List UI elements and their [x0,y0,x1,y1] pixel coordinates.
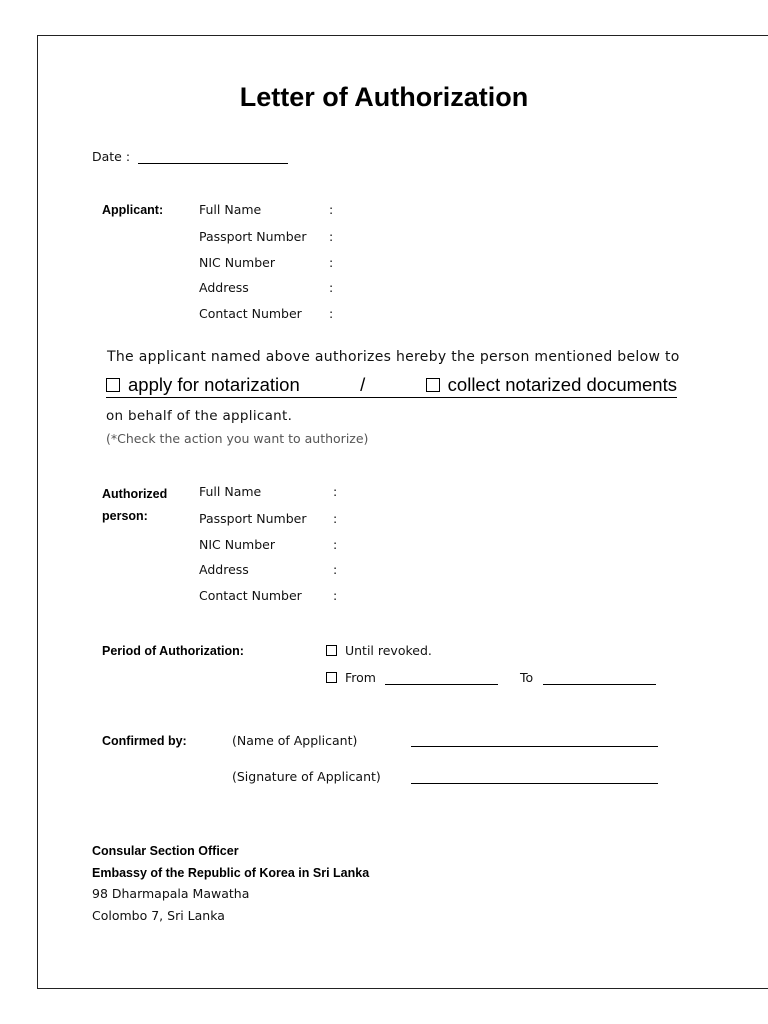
check-note: (*Check the action you want to authorize) [106,431,369,446]
footer-street: 98 Dharmapala Mawatha [92,886,250,901]
applicant-heading: Applicant: [102,203,164,217]
footer-city: Colombo 7, Sri Lanka [92,908,225,923]
to-date-line[interactable] [543,684,656,685]
applicant-address-colon: : [329,280,334,295]
authorized-passport-colon: : [333,511,338,526]
authorized-contact-label: Contact Number [199,588,302,603]
applicant-passport-label: Passport Number [199,229,307,244]
authorized-full-name-colon: : [333,484,338,499]
action-options-row [106,373,677,398]
collect-documents-label: collect notarized documents [447,374,677,395]
until-revoked-label: Until revoked. [344,643,432,658]
confirmed-heading: Confirmed by: [102,734,187,748]
from-option [326,670,376,685]
authorized-contact-colon: : [333,588,338,603]
authorized-address-colon: : [333,562,338,577]
document-title: Letter of Authorization [239,82,529,112]
applicant-passport-colon: : [329,229,334,244]
applicant-signature-label: (Signature of Applicant) [232,769,381,784]
authorized-heading-line2: person: [102,509,148,523]
date-label: Date : [92,149,131,164]
applicant-nic-label: NIC Number [199,255,275,270]
action-option-notarization [106,374,300,396]
to-label: To [520,670,534,685]
action-option-collect [426,374,677,396]
on-behalf-text: on behalf of the applicant. [106,408,293,424]
authorized-nic-colon: : [333,537,338,552]
applicant-name-line[interactable] [411,746,658,747]
collect-documents-checkbox[interactable] [426,378,440,392]
applicant-full-name-colon: : [329,202,334,217]
from-label: From [344,670,376,685]
applicant-full-name-label: Full Name [199,202,262,217]
apply-notarization-checkbox[interactable] [106,378,120,392]
applicant-contact-colon: : [329,306,334,321]
authorized-passport-label: Passport Number [199,511,307,526]
footer-officer: Consular Section Officer [92,844,239,858]
applicant-contact-label: Contact Number [199,306,302,321]
footer-embassy: Embassy of the Republic of Korea in Sri Lanka [92,866,370,880]
until-revoked-option [326,643,432,658]
applicant-signature-line[interactable] [411,783,658,784]
authorized-address-label: Address [199,562,249,577]
authorized-heading-line1: Authorized [102,487,168,501]
authorized-nic-label: NIC Number [199,537,275,552]
action-separator: / [360,374,366,395]
date-field-line[interactable] [138,163,288,164]
applicant-nic-colon: : [329,255,334,270]
applicant-address-label: Address [199,280,249,295]
authorization-sentence: The applicant named above authorizes hereby the person mentioned below to [107,349,680,365]
authorized-full-name-label: Full Name [199,484,262,499]
period-heading: Period of Authorization: [102,644,244,658]
until-revoked-checkbox[interactable] [326,645,337,656]
applicant-name-label: (Name of Applicant) [232,733,358,748]
apply-notarization-label: apply for notarization [128,374,300,395]
from-date-line[interactable] [385,684,498,685]
from-checkbox[interactable] [326,672,337,683]
